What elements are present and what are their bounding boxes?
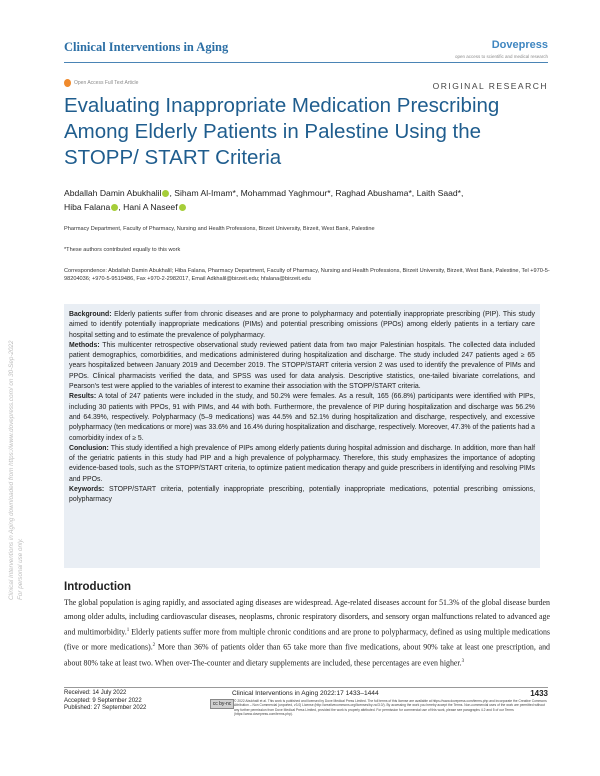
introduction-heading: Introduction <box>64 581 132 593</box>
watermark-line: For personal use only. <box>17 538 24 600</box>
author-name[interactable]: , Hani A Naseef <box>118 202 178 212</box>
abstract-conclusion: Conclusion: This study identified a high prevalence of PIPs among elderly patients during hospital admission and discharge. In addition, more than half of the geriatric patients in this study had PIP and a high prevalence of polypharmacy. Therefore, this study emphasizes the importance of adopting evidence-based tools, such as the STOPP/START criteria, to optimize patient medication therapy and guide prescribers in identifying and resolving PIMs and PPOs. <box>69 444 535 483</box>
abstract-results: Results: A total of 247 patients were included in the study, and 50.2% were females. As a result, 165 (66.8%) participants were identified with PIPs, including 30 patients with PPOs, 91 with PIMs, and 44 with both. Furthermore, the prevalence of PIP during hospitalization and discharge was 56.2% and 64.39%, respectively. Polypharmacy (5–9 medications) was 44.5% and 52.1% during hospitalization and discharge, respectively, and excessive polypharmacy (ten medications or more) was 33.6% and 16.4% during hospitalization and discharge, respectively. Moreover, 47.3% of the patients had a comorbidity index of ≥ 5. <box>69 393 535 442</box>
header-rule <box>64 62 548 63</box>
author-name[interactable]: Hiba Falana <box>64 202 111 212</box>
open-access-icon <box>64 79 71 87</box>
correspondence: Correspondence: Abdallah Damin Abukhalil; Hiba Falana, Pharmacy Department, Faculty of Pharmacy, Nursing and Health Professions, Birzeit University, Birzeit, West Bank, Palestine, Tel +970-5-98204036; +970-5-9519486, Fax +970-2-2982017, Email Adkhalil@birzeit.edu; hfalana@birzeit.edu <box>64 268 550 282</box>
cc-license-badge[interactable]: cc by-nc <box>210 699 234 709</box>
abstract-keywords: Keywords: STOPP/START criteria, potentially inappropriate prescribing, potentially inappropriate medications, potential prescribing omissions, polypharmacy <box>69 486 535 504</box>
orcid-icon[interactable] <box>179 204 186 211</box>
reference-link[interactable]: 3 <box>461 658 465 664</box>
publisher-logo[interactable]: Dovepress <box>491 39 548 51</box>
author-name[interactable]: Abdallah Damin Abukhalil <box>64 188 162 198</box>
watermark-line: Clinical Interventions in Aging downloaded from https://www.dovepress.com/ on 30-Sep-2022 <box>8 340 15 600</box>
footer-citation: Clinical Interventions in Aging 2022:17 1433–1444 <box>232 690 379 697</box>
author-list <box>64 186 554 214</box>
license-text: © 2022 Abukhalil et al. This work is published and licensed by Dove Medical Press Limited. The full terms of this license are available at https://www.dovepress.com/terms.php and incorporate the Creative Commons Attribution – Non Commercial (unported, v3.0) License (http://creativecommons.org/licenses/by-nc/3.0/). By accessing the work you hereby accept the Terms. Non-commercial uses of the work are permitted without any further permission from Dove Medical Press Limited, provided the work is properly attributed. For permission for commercial use of this work, please see paragraphs 4.2 and 5 of our Terms (https://www.dovepress.com/terms.php). <box>234 699 547 716</box>
reference-link[interactable]: 1 <box>126 627 130 633</box>
reference-link[interactable]: 2 <box>152 643 156 649</box>
affiliation: Pharmacy Department, Faculty of Pharmacy, Nursing and Health Professions, Birzeit University, Birzeit, West Bank, Palestine <box>64 226 375 232</box>
section-label: ORIGINAL RESEARCH <box>432 81 548 91</box>
publication-dates: Received: 14 July 2022 Accepted: 9 September 2022 Published: 27 September 2022 <box>64 690 147 712</box>
abstract-box <box>64 304 540 568</box>
download-watermark <box>2 150 32 600</box>
publisher-tagline: open access to scientific and medical research <box>454 54 548 59</box>
page-number: 1433 <box>530 689 548 698</box>
journal-name: Clinical Interventions in Aging <box>64 40 229 54</box>
open-access-label: Open Access Full Text Article <box>74 80 139 86</box>
abstract-methods: Methods: This multicenter retrospective observational study reviewed patient data from two major Palestinian hospitals. The collected data included patient demographics, comorbidities, and medications administered during hospitalization and discharge. The study included 247 patients aged ≥ 65 years hospitalized between January 2019 and December 2019. The STOPP/START criteria version 2 was used to identify the prevalence of PIMs and PPOs. Clinical pharmacists verified the data, and SPSS was used for data analysis. Descriptive statistics, one-tailed bivariate correlations, and Pearson's test were applied to the variables of interest to examine their association with the STOPP/START criteria. <box>69 341 535 391</box>
abstract-background: Background: Elderly patients suffer from chronic diseases and are prone to polypharmacy and potentially inappropriate prescribing (PIP). This study aimed to identify potentially inappropriate medications (PIMs) and potential prescribing omissions (PPOs) among elderly patients in a tertiary care hospital setting and to estimate the prevalence of polypharmacy. <box>69 311 535 339</box>
footer-rule <box>64 687 548 688</box>
introduction-text: The global population is aging rapidly, and associated aging diseases are widespread. Age-related diseases account for 51.3% of the global disease burden among older adults, including cardiovascular diseases, neoplasms, chronic respiratory disorders, and sensory organ malfunctions related to advanced age and multimorbidity.$^1$ Elderly patients suffer more from multiple chronic conditions and are prone to polypharmacy, defined as using multiple medications (five or more medications).$^2$ More than 36% of patients older than 65 take more than five medications, about 90% take at least one prescription, and about 80% take at least two. When over-The-counter and dietary supplements are included, these percentages are even higher.$^3$ <box>64 598 550 668</box>
author-names: , Siham Al-Imam*, Mohammad Yaghmour*, Raghad Abushama*, Laith Saad*, <box>169 188 464 198</box>
equal-contribution-note: *These authors contributed equally to this work <box>64 247 181 253</box>
article-title: Evaluating Inappropriate Medication Prescribing Among Elderly Patients in Palestine Using the STOPP/ START Criteria <box>64 94 500 169</box>
open-access-badge <box>64 79 138 87</box>
